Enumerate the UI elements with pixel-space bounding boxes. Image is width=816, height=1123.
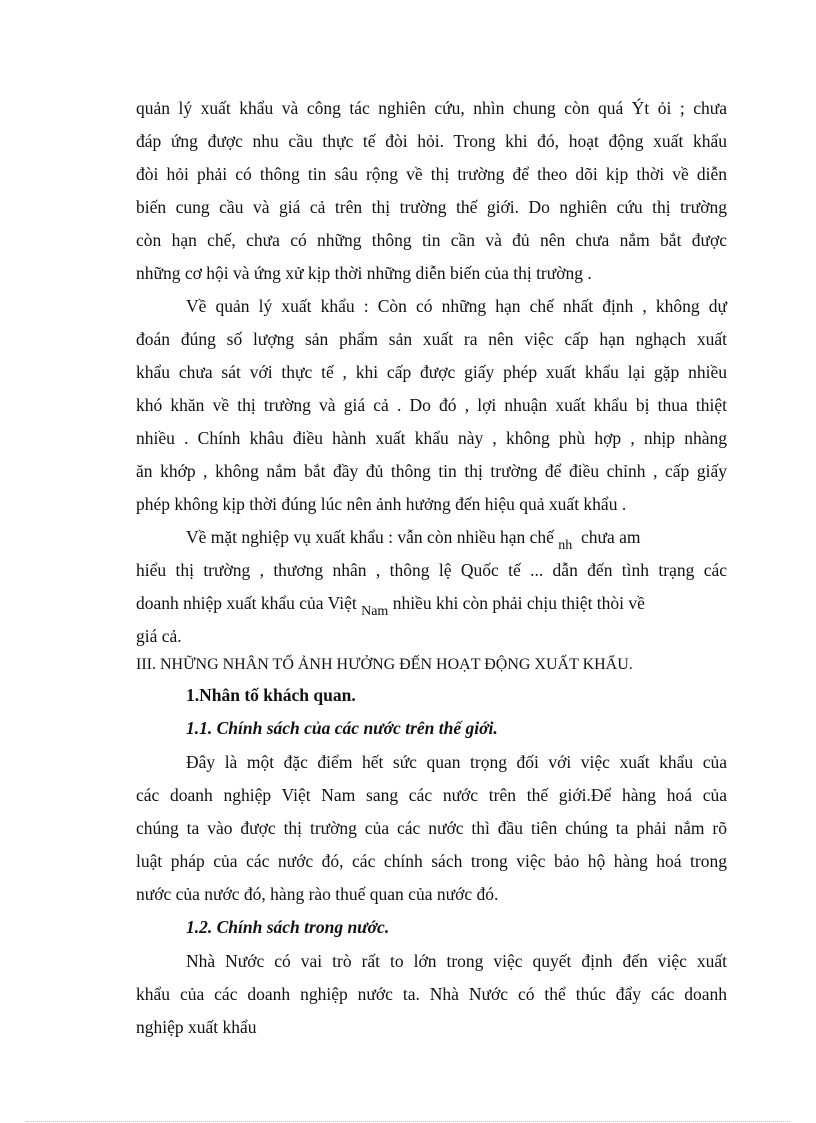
paragraph-line: Đây là một đặc điểm hết sức quan trọng đối với việc xuất khẩu của	[186, 752, 727, 772]
paragraph-line: nhiều . Chính khâu điều hành xuất khẩu này , không phù hợp , nhịp nhàng	[136, 428, 727, 448]
paragraph-line: nghiệp xuất khẩu	[136, 1017, 257, 1037]
paragraph-line: biến cung cầu và giá cả trên thị trường thế giới. Do nghiên cứu thị trường	[136, 197, 727, 217]
paragraph-line: quản lý xuất khẩu và công tác nghiên cứu, nhìn chung còn quá Ýt ỏi ; chưa	[136, 98, 727, 118]
paragraph-line: đoán đúng số lượng sản phẩm sản xuất ra nên việc cấp hạn nghạch xuất	[136, 329, 727, 349]
subheading-foreign-policy: 1.1. Chính sách của các nước trên thế giới.	[186, 718, 498, 738]
paragraph-line: các doanh nghiệp Việt Nam sang các nước trên thế giới.Để hàng hoá của	[136, 785, 727, 805]
paragraph-line: đáp ứng được nhu cầu thực tế đòi hỏi. Trong khi đó, hoạt động xuất khẩu	[136, 131, 727, 151]
paragraph-line: Nhà Nước có vai trò rất to lớn trong việc quyết định đến việc xuất	[186, 951, 727, 971]
paragraph-line: giá cả.	[136, 626, 182, 646]
text-run: nhiều khi còn phải chịu thiệt thòi về	[392, 593, 645, 613]
paragraph-line	[186, 526, 727, 551]
paragraph-line: hiểu thị trường , thương nhân , thông lệ Quốc tế ... dẫn đến tình trạng các	[136, 560, 727, 580]
paragraph-line: khó khăn về thị trường và giá cả . Do đó , lợi nhuận xuất khẩu bị thua thiệt	[136, 395, 727, 415]
paragraph-line: đòi hỏi phải có thông tin sâu rộng về thị trường để theo dõi kịp thời về diễn	[136, 164, 727, 184]
section-heading: III. NHỮNG NHÂN TỐ ẢNH HƯỞNG ĐẾN HOẠT ĐỘNG XUẤT KHẨU.	[136, 656, 633, 673]
paragraph-line: Về quản lý xuất khẩu : Còn có những hạn chế nhất định , không dự	[186, 296, 727, 316]
paragraph-line: ăn khớp , không nắm bắt đầy đủ thông tin thị trường để điều chỉnh , cấp giấy	[136, 461, 727, 481]
subscript-fragment: nh	[558, 538, 573, 553]
paragraph-line: khẩu chưa sát với thực tế , khi cấp được giấy phép xuất khẩu lại gặp nhiều	[136, 362, 727, 382]
page-bottom-rule	[26, 1121, 790, 1122]
paragraph-line: luật pháp của các nước đó, các chính sách trong việc bảo hộ hàng hoá trong	[136, 851, 727, 871]
text-run: doanh nhiệp xuất khẩu của Việt	[136, 593, 357, 613]
subscript-fragment: Nam	[361, 604, 389, 619]
paragraph-line	[136, 592, 727, 617]
subheading-domestic-policy: 1.2. Chính sách trong nước.	[186, 917, 390, 937]
subheading-objective-factors: 1.Nhân tố khách quan.	[186, 685, 356, 705]
paragraph-line: phép không kịp thời đúng lúc nên ảnh hưởng đến hiệu quả xuất khẩu .	[136, 494, 627, 514]
paragraph-line: chúng ta vào được thị trường của các nước thì đầu tiên chúng ta phải nắm rõ	[136, 818, 727, 838]
text-run: Về mặt nghiệp vụ xuất khẩu : vẫn còn nhiều hạn chế	[186, 527, 554, 547]
text-run: chưa am	[581, 527, 641, 547]
paragraph-line: còn hạn chế, chưa có những thông tin cần và đủ nên chưa nắm bắt được	[136, 230, 727, 250]
paragraph-line: khẩu của các doanh nghiệp nước ta. Nhà Nước có thể thúc đẩy các doanh	[136, 984, 727, 1004]
paragraph-line: những cơ hội và ứng xử kịp thời những diễn biến của thị trường .	[136, 263, 592, 283]
paragraph-line: nước của nước đó, hàng rào thuế quan của nước đó.	[136, 884, 499, 904]
